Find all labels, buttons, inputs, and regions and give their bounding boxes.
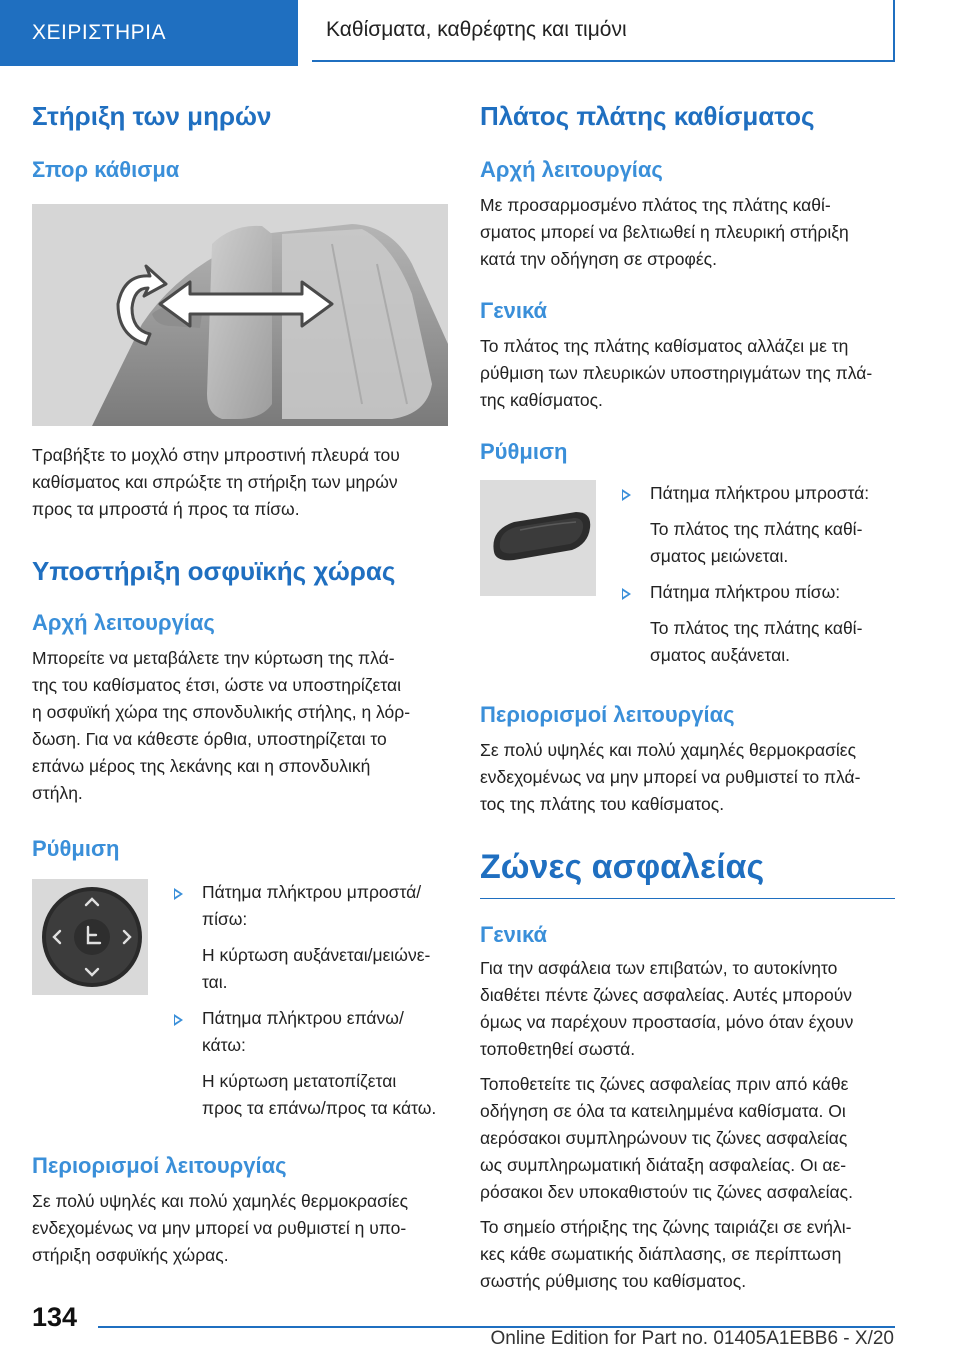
left-column bbox=[32, 98, 448, 1269]
lumbar-control-knob-image bbox=[32, 879, 148, 995]
lumbar-support-heading: Υποστήριξη οσφυϊκής χώρας bbox=[32, 556, 396, 586]
sport-seat-subheading: Σπορ κάθισμα bbox=[32, 157, 180, 182]
width-step-1: Πάτημα πλήκτρου μπροστά: bbox=[622, 480, 895, 507]
page-header bbox=[0, 0, 960, 66]
backrest-width-heading: Πλάτος πλάτης καθίσματος bbox=[480, 101, 815, 131]
seat-thigh-support-image bbox=[32, 204, 448, 426]
width-principle-heading: Αρχή λειτουργίας bbox=[480, 157, 663, 182]
lumbar-adjust-steps bbox=[32, 879, 448, 1122]
right-column bbox=[480, 98, 895, 1295]
lumbar-principle-heading: Αρχή λειτουργίας bbox=[32, 610, 215, 635]
page-number: 134 bbox=[32, 1302, 78, 1332]
thigh-support-heading: Στήριξη των μηρών bbox=[32, 101, 272, 131]
lumbar-adjust-heading: Ρύθμιση bbox=[32, 836, 120, 861]
width-principle-text: Με προσαρμοσμένο πλάτος της πλάτης καθί- σματος μπορεί να βελτιωθεί η πλευρική στήριξη κατά την οδήγηση σε στροφές. bbox=[480, 195, 849, 269]
belts-paragraph-1: Για την ασφάλεια των επιβατών, το αυτοκίνητο διαθέτει πέντε ζώνες ασφαλείας. Αυτές μπορούν όμως να παρέχουν προστασία, μόνο όταν έχουν τοποθετηθεί σωστά. bbox=[480, 958, 854, 1059]
width-adjust-steps bbox=[480, 480, 895, 669]
lumbar-limits-heading: Περιορισμοί λειτουργίας bbox=[32, 1153, 287, 1178]
width-step-2-result: Το πλάτος της πλάτης καθί- σματος αυξάνεται. bbox=[650, 618, 863, 665]
lumbar-limits-text: Σε πολύ υψηλές και πολύ χαμηλές θερμοκρασίες ενδεχομένως να μην μπορεί να ρυθμιστεί η υπο- στήριξη οσφυϊκής χώρας. bbox=[32, 1191, 409, 1265]
width-general-text: Το πλάτος της πλάτης καθίσματος αλλάζει με τη ρύθμιση των πλευρικών υποστηριγμάτων της πλά- της καθίσματος. bbox=[480, 336, 873, 410]
belts-general-heading: Γενικά bbox=[480, 922, 548, 947]
width-step-2: Πάτημα πλήκτρου πίσω: bbox=[622, 579, 895, 606]
lumbar-step-2-result: Η κύρτωση μετατοπίζεται προς τα επάνω/προς τα κάτω. bbox=[202, 1071, 437, 1118]
thigh-support-text: Τραβήξτε το μοχλό στην μπροστινή πλευρά του καθίσματος και σπρώξτε τη στήριξη των μηρών προς τα μπροστά ή προς τα πίσω. bbox=[32, 445, 400, 519]
step-triangle-icon bbox=[622, 588, 631, 600]
section-tab: ΧΕΙΡΙΣΤΗΡΙΑ bbox=[0, 0, 298, 66]
lumbar-step-1-result: Η κύρτωση αυξάνεται/μειώνε- ται. bbox=[202, 945, 431, 992]
width-general-heading: Γενικά bbox=[480, 298, 548, 323]
width-limits-text: Σε πολύ υψηλές και πολύ χαμηλές θερμοκρασίες ενδεχομένως να μην μπορεί να ρυθμιστεί το πλά- τος της πλάτης του καθίσματος. bbox=[480, 740, 861, 814]
lumbar-principle-text: Μπορείτε να μεταβάλετε την κύρτωση της πλά- της του καθίσματος έτσι, ώστε να υποστηρίζεται η οσφυϊκή χώρα της σπονδυλικής στήλης, η λόρ- δωση. Για να κάθεστε όρθια, υποστηρίζεται το επάνω μέρος της λεκάνης και η σπονδυλική στήλη. bbox=[32, 648, 411, 803]
page-footer bbox=[0, 1290, 960, 1362]
seat-belts-heading: Ζώνες ασφαλείας bbox=[480, 844, 895, 899]
lumbar-step-1: Πάτημα πλήκτρου μπροστά/ πίσω: bbox=[174, 879, 448, 933]
chapter-title: Καθίσματα, καθρέφτης και τιμόνι bbox=[312, 0, 895, 62]
lumbar-step-list bbox=[148, 879, 448, 1122]
lumbar-step-2: Πάτημα πλήκτρου επάνω/ κάτω: bbox=[174, 1005, 448, 1059]
step-triangle-icon bbox=[174, 1014, 183, 1026]
width-step-list bbox=[596, 480, 895, 669]
step-triangle-icon bbox=[622, 489, 631, 501]
step-triangle-icon bbox=[174, 888, 183, 900]
width-step-1-result: Το πλάτος της πλάτης καθί- σματος μειώνεται. bbox=[650, 519, 863, 566]
width-limits-heading: Περιορισμοί λειτουργίας bbox=[480, 702, 735, 727]
edition-text: Online Edition for Part no. 01405A1EBB6 - X/20 bbox=[490, 1328, 894, 1349]
backrest-width-button-image bbox=[480, 480, 596, 596]
width-adjust-heading: Ρύθμιση bbox=[480, 439, 568, 464]
belts-paragraph-3: Το σημείο στήριξης της ζώνης ταιριάζει σε ενήλι- κες κάθε σωματικής διάπλασης, σε περίπτωση σωστής ρύθμισης του καθίσματος. bbox=[480, 1217, 852, 1291]
belts-paragraph-2: Τοποθετείτε τις ζώνες ασφαλείας πριν από κάθε οδήγηση σε όλα τα κατειλημμένα καθίσματα. Οι αερόσακοι συμπληρώνουν τις ζώνες ασφαλείας ως συμπληρωματική διάταξη ασφαλείας. Οι αε- ρόσακοι δεν υποκαθιστούν τις ζώνες ασφαλείας. bbox=[480, 1074, 853, 1202]
